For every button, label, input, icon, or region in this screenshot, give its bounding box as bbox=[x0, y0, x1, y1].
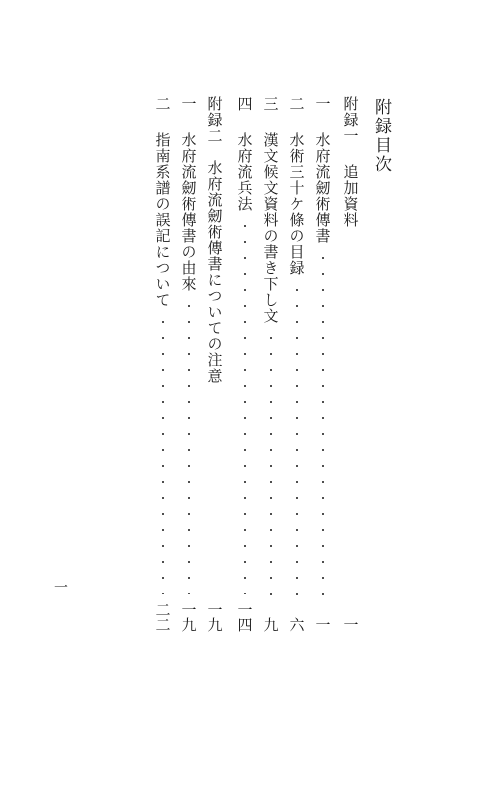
entry-page: 九 bbox=[261, 617, 280, 632]
appendix1-label: 附録一 bbox=[341, 96, 360, 144]
appendix2-page: 一九 bbox=[205, 602, 224, 632]
entry-page: 一四 bbox=[235, 602, 254, 632]
entry-page: 六 bbox=[287, 617, 306, 632]
appendix2-heading bbox=[206, 96, 224, 632]
toc-entry[interactable] bbox=[180, 96, 198, 632]
entry-title: 水府流劒術傳書 bbox=[313, 132, 332, 244]
toc-entry[interactable] bbox=[288, 96, 306, 632]
toc-entry[interactable] bbox=[236, 96, 254, 632]
entry-number: 二 bbox=[153, 96, 172, 113]
appendix1-heading bbox=[342, 96, 360, 632]
toc-entry[interactable] bbox=[154, 96, 172, 632]
page-folio: 一 bbox=[52, 580, 68, 594]
entry-title: 水府流兵法 bbox=[235, 132, 254, 212]
dot-leader bbox=[270, 330, 272, 609]
dot-leader bbox=[244, 218, 246, 594]
dot-leader bbox=[188, 298, 190, 594]
appendix2-label: 附録二 bbox=[205, 96, 224, 144]
entry-number: 三 bbox=[261, 96, 280, 113]
entry-number: 一 bbox=[313, 96, 332, 113]
appendix2-subtitle: 水府流劒術傳書についての注意 bbox=[205, 160, 224, 384]
dot-leader bbox=[322, 250, 324, 609]
toc-entry[interactable] bbox=[262, 96, 280, 632]
page-title: 附録目次 bbox=[371, 98, 391, 174]
entry-page: 一九 bbox=[179, 602, 198, 632]
entry-title: 漢文候文資料の書き下し文 bbox=[261, 132, 280, 324]
entry-title: 水術三十ケ條の目録 bbox=[287, 132, 306, 276]
entry-number: 四 bbox=[235, 96, 254, 113]
entry-number: 二 bbox=[287, 96, 306, 113]
entry-number: 一 bbox=[179, 96, 198, 113]
entry-title: 水府流劒術傳書の由來 bbox=[179, 132, 198, 292]
entry-page: 二二 bbox=[153, 602, 172, 632]
appendix1-page: 一 bbox=[341, 617, 360, 632]
toc-entry[interactable] bbox=[314, 96, 332, 632]
dot-leader bbox=[296, 282, 298, 609]
appendix1-subtitle: 追加資料 bbox=[341, 164, 360, 228]
entry-title: 指南系譜の誤記について bbox=[153, 132, 172, 308]
dot-leader bbox=[162, 314, 164, 594]
entry-page: 一 bbox=[313, 617, 332, 632]
